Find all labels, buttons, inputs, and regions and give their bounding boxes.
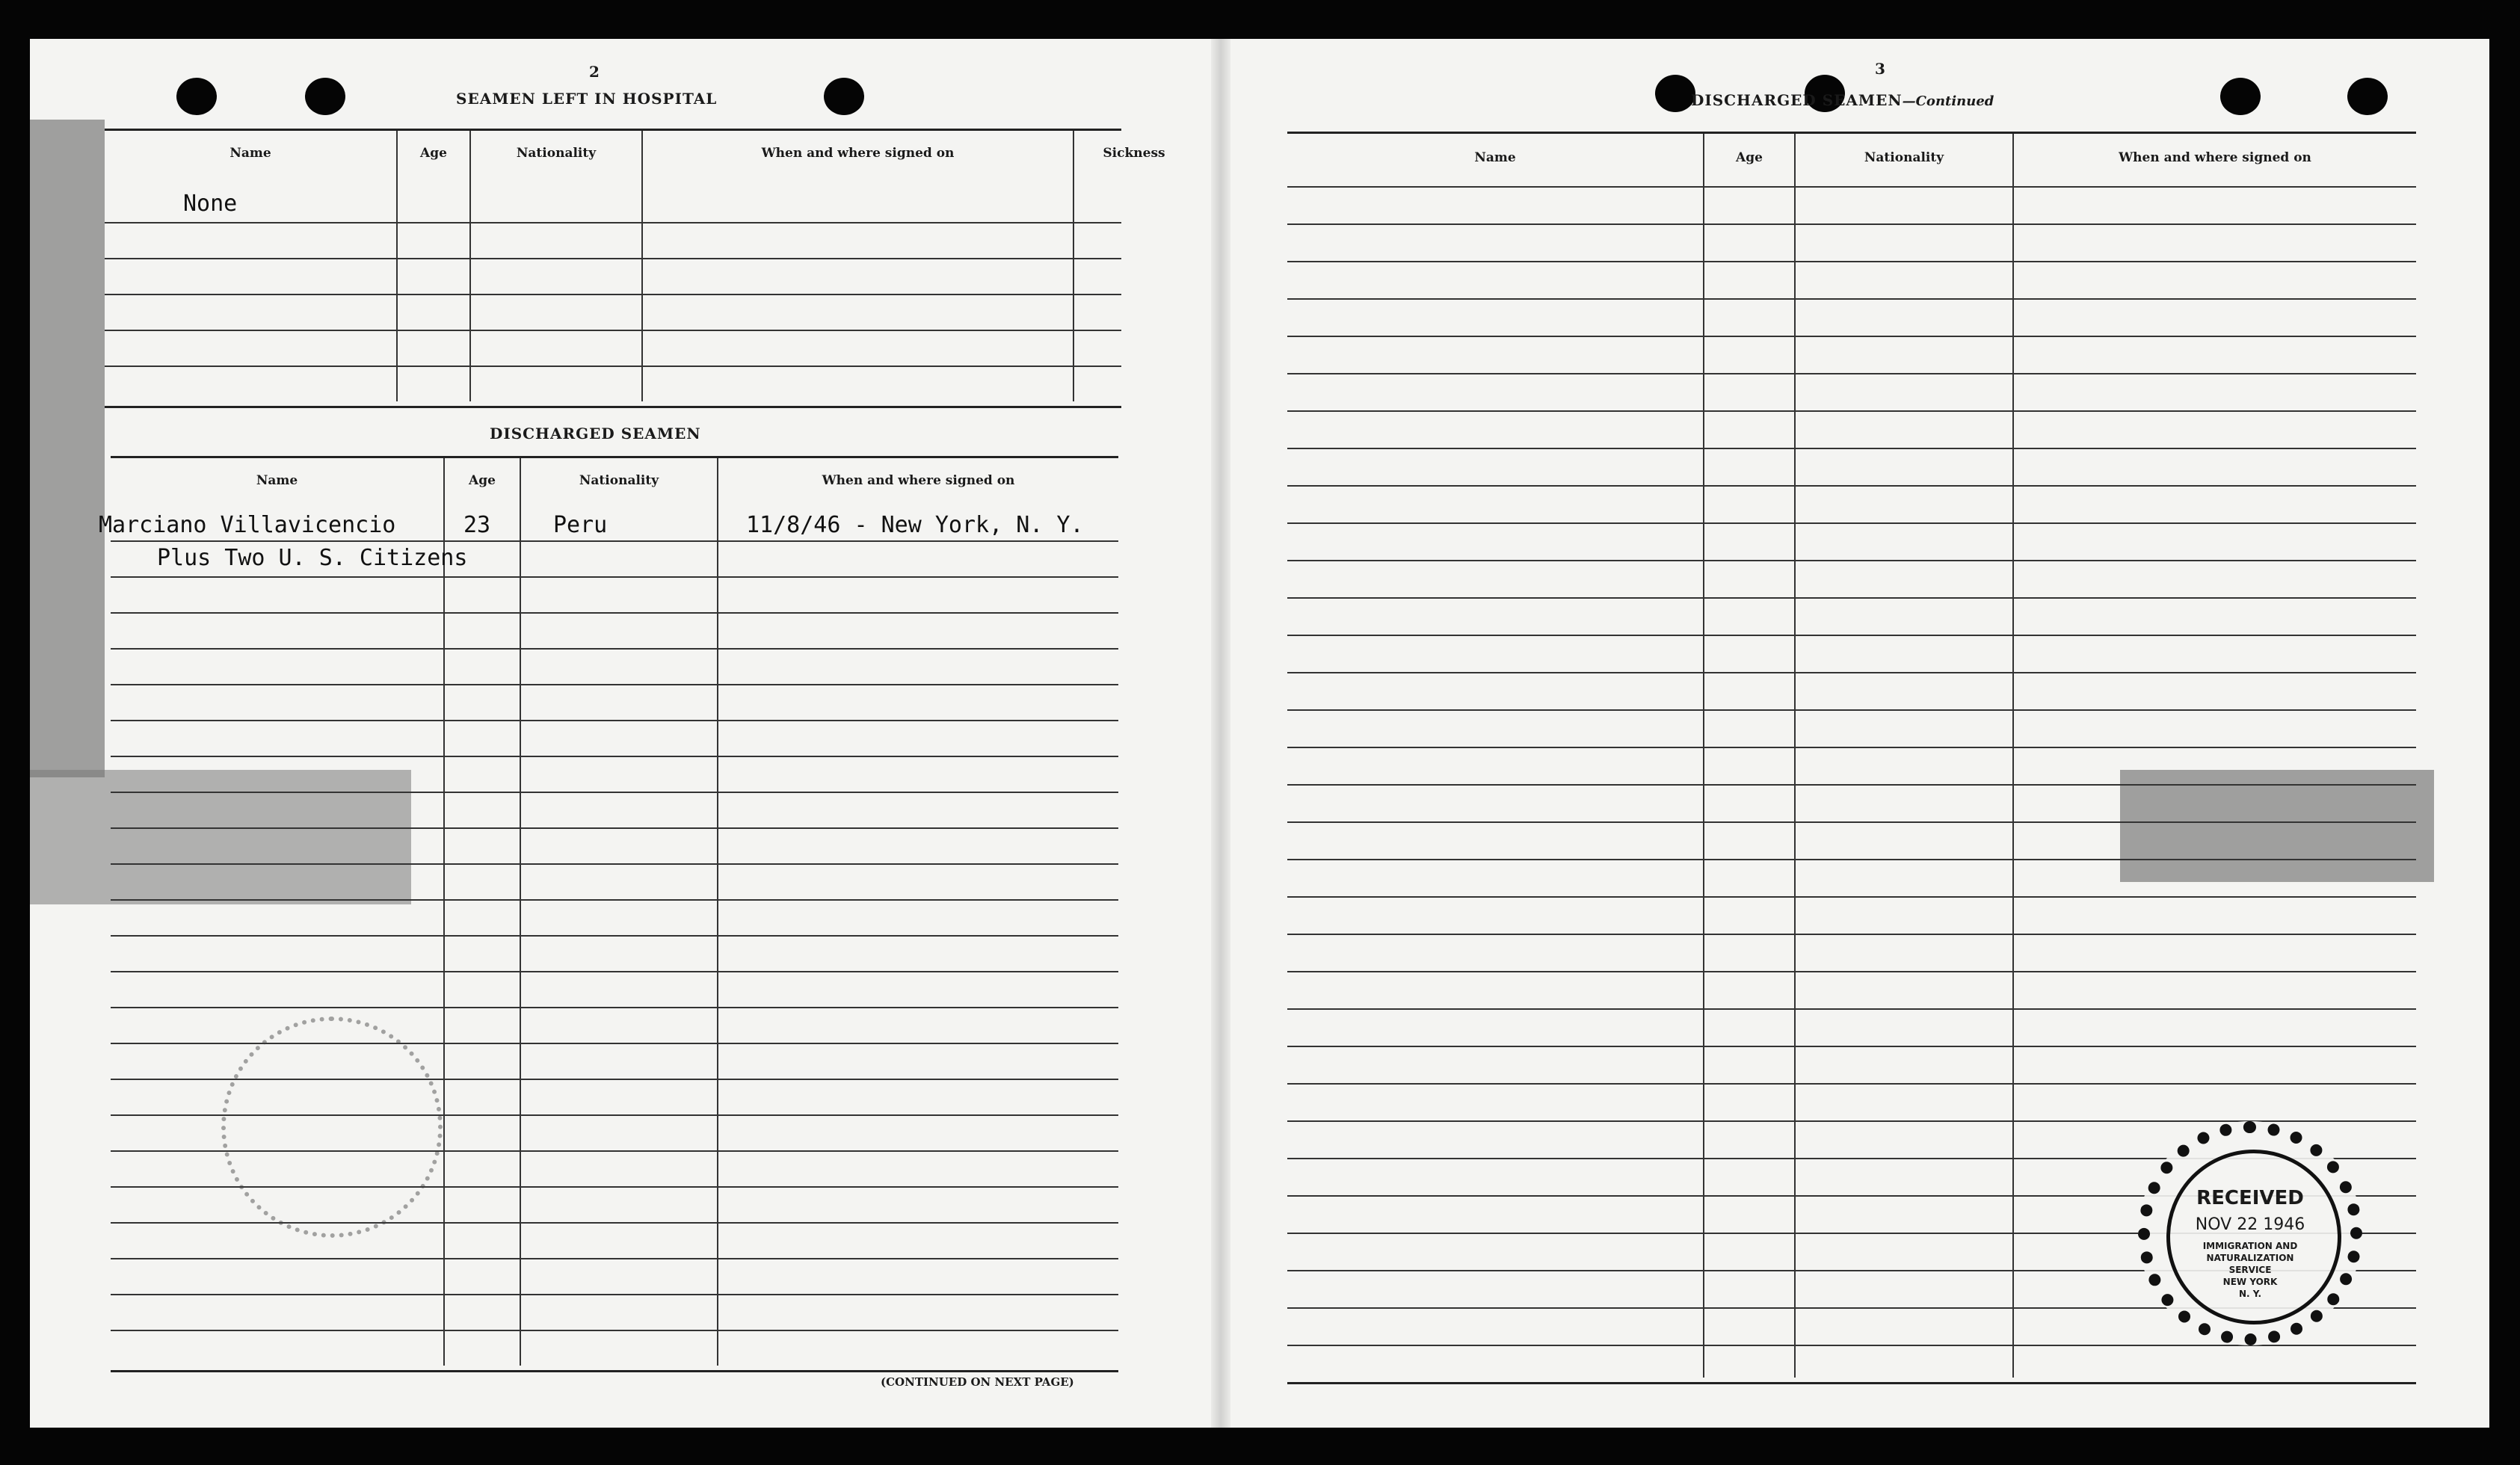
row-line	[1287, 971, 2416, 972]
column-divider	[443, 458, 445, 1366]
header-nationality: Nationality	[1864, 150, 1944, 165]
column-divider	[641, 131, 643, 401]
header-name: Name	[229, 146, 271, 161]
header-signed-on: When and where signed on	[2119, 150, 2311, 165]
discharged-entry-us-citizens: Plus Two U. S. Citizens	[157, 545, 468, 571]
hospital-section-title: SEAMEN LEFT IN HOSPITAL	[456, 90, 718, 108]
page-number-left: 2	[589, 63, 600, 81]
row-line	[111, 720, 1118, 721]
page-fold	[1211, 39, 1230, 1428]
hospital-table	[105, 129, 1165, 408]
header-age: Age	[1736, 150, 1763, 165]
row-line	[1287, 373, 2416, 374]
punch-hole	[176, 78, 217, 115]
row-line	[1287, 1083, 2416, 1085]
column-divider	[469, 131, 471, 401]
header-name: Name	[256, 473, 298, 488]
header-age: Age	[469, 473, 496, 488]
row-line	[1287, 784, 2416, 786]
row-line	[105, 258, 1121, 259]
row-line	[1287, 485, 2416, 487]
row-line	[105, 366, 1121, 367]
row-line	[111, 684, 1118, 685]
continued-title-suffix: —Continued	[1902, 93, 1994, 109]
punch-hole	[2347, 78, 2388, 115]
header-name: Name	[1474, 150, 1516, 165]
punch-hole	[1655, 75, 1695, 112]
row-line	[111, 756, 1118, 757]
row-line	[1287, 336, 2416, 337]
punch-hole	[2220, 78, 2261, 115]
stamp-agency-line2: NATURALIZATION	[2206, 1253, 2294, 1263]
column-divider	[1703, 134, 1704, 1378]
row-line	[1287, 448, 2416, 449]
faded-postmark-stamp	[221, 1017, 443, 1238]
continued-title-main: DISCHARGED SEAMEN	[1691, 91, 1903, 109]
row-line	[1287, 1008, 2416, 1010]
continued-footer: (CONTINUED ON NEXT PAGE)	[881, 1375, 1074, 1389]
row-line	[111, 792, 1118, 793]
row-line	[1287, 410, 2416, 412]
hospital-entry-none: None	[183, 191, 238, 217]
row-line	[111, 935, 1118, 937]
row-line	[1287, 821, 2416, 823]
continued-section-title	[1691, 91, 1994, 109]
stamp-date: NOV 22 1946	[2195, 1215, 2305, 1234]
row-line	[1287, 896, 2416, 898]
column-divider	[396, 131, 398, 401]
row-line	[111, 612, 1118, 614]
row-line	[1287, 672, 2416, 673]
discharged-section-title: DISCHARGED SEAMEN	[490, 425, 701, 442]
column-divider	[717, 458, 718, 1366]
row-line	[1287, 560, 2416, 561]
column-divider	[1073, 131, 1074, 401]
row-line	[111, 1330, 1118, 1331]
discharged-entry-name: Marciano Villavicencio	[99, 512, 396, 538]
row-line	[111, 1222, 1118, 1224]
row-line	[111, 1258, 1118, 1259]
row-line	[111, 899, 1118, 901]
header-sickness: Sickness	[1103, 146, 1165, 161]
stamp-received: RECEIVED	[2196, 1187, 2304, 1209]
row-line	[1287, 859, 2416, 860]
stamp-state: N. Y.	[2238, 1289, 2262, 1299]
discharged-entry-age: 23	[463, 512, 491, 538]
header-age: Age	[420, 146, 447, 161]
discharged-entry-nationality: Peru	[553, 512, 608, 538]
stamp-city: NEW YORK	[2222, 1277, 2278, 1287]
row-line	[1287, 522, 2416, 524]
page-number-right: 3	[1875, 60, 1885, 78]
row-line	[1287, 747, 2416, 748]
row-line	[1287, 261, 2416, 262]
row-line	[111, 863, 1118, 865]
header-nationality: Nationality	[579, 473, 659, 488]
row-line	[1287, 1046, 2416, 1047]
row-line	[1287, 186, 2416, 188]
row-line	[111, 827, 1118, 829]
header-signed-on: When and where signed on	[822, 473, 1015, 488]
discharged-table	[99, 456, 1118, 1372]
row-line	[111, 540, 1118, 542]
tape-strip-left-edge	[30, 120, 105, 777]
row-line	[111, 576, 1118, 578]
discharged-entry-signed-on: 11/8/46 - New York, N. Y.	[746, 512, 1084, 538]
row-line	[111, 971, 1118, 972]
row-line	[111, 1007, 1118, 1008]
row-line	[1287, 709, 2416, 711]
punch-hole	[824, 78, 864, 115]
header-nationality: Nationality	[516, 146, 597, 161]
row-line	[105, 294, 1121, 295]
row-line	[111, 648, 1118, 650]
row-line	[1287, 635, 2416, 636]
received-stamp	[2138, 1121, 2362, 1345]
stamp-agency-line1: IMMIGRATION AND	[2202, 1241, 2298, 1251]
row-line	[1287, 298, 2416, 300]
column-divider	[1794, 134, 1796, 1378]
row-line	[105, 330, 1121, 331]
row-line	[1287, 223, 2416, 225]
row-line	[111, 1294, 1118, 1295]
row-line	[1287, 597, 2416, 599]
column-divider	[2012, 134, 2014, 1378]
punch-hole	[305, 78, 345, 115]
row-line	[105, 222, 1121, 223]
stamp-agency-line3: SERVICE	[2228, 1265, 2272, 1275]
column-divider	[520, 458, 521, 1366]
header-signed-on: When and where signed on	[761, 146, 955, 161]
row-line	[1287, 934, 2416, 935]
